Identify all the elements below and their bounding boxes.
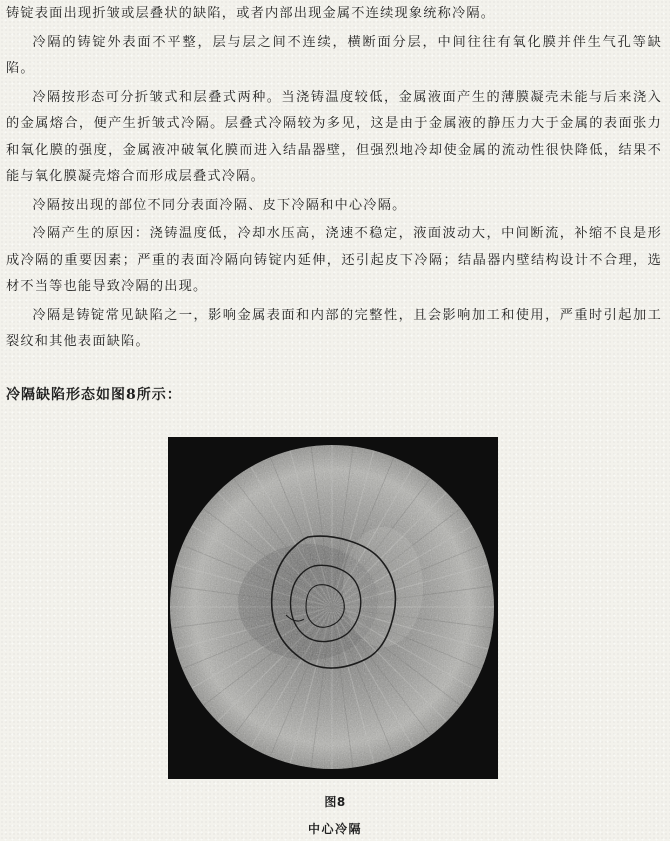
paragraph-appearance: 冷隔的铸锭外表面不平整，层与层之间不连续，横断面分层，中间往往有氧化膜并伴生气孔等缺陷。 — [6, 34, 662, 76]
paragraph-morphology: 冷隔按形态可分折皱式和层叠式两种。当浇铸温度较低，金属液面产生的薄膜凝壳未能与后来浇入的金属熔合，便产生折皱式冷隔。层叠式冷隔较为多见，这是由于金属液的静压力大于金属的表面张力和氧化膜的强度，金属液冲破氧化膜而进入结晶器壁，但强烈地冷却使金属的流动性很快降低，结果不能与氧化膜凝壳熔合而形成层叠式冷隔。 — [6, 89, 662, 184]
figure-8-image — [168, 437, 498, 779]
figure-caption: 中心冷隔 — [307, 822, 362, 836]
paragraph-causes: 冷隔产生的原因：浇铸温度低，冷却水压高，浇速不稳定，液面波动大，中间断流，补缩不良是形成冷隔的重要因素；严重的表面冷隔向铸锭内延伸，还引起皮下冷隔；结晶器内壁结构设计不合理，选材不当等也能导致冷隔的出现。 — [6, 226, 662, 294]
section-heading: 冷隔缺陷形态如图8所示： — [6, 387, 182, 403]
paragraph-definition: 铸锭表面出现折皱或层叠状的缺陷，或者内部出现金属不连续现象统称冷隔。 — [6, 6, 496, 21]
paragraph-impact: 冷隔是铸锭常见缺陷之一，影响金属表面和内部的完整性，且会影响加工和使用，严重时引起加工裂纹和其他表面缺陷。 — [6, 307, 662, 349]
paragraph-location: 冷隔按出现的部位不同分表面冷隔、皮下冷隔和中心冷隔。 — [32, 197, 407, 213]
ingot-cross-section-micrograph — [168, 437, 498, 779]
figure-number: 图8 — [324, 795, 346, 809]
article-body — [6, 1, 662, 358]
